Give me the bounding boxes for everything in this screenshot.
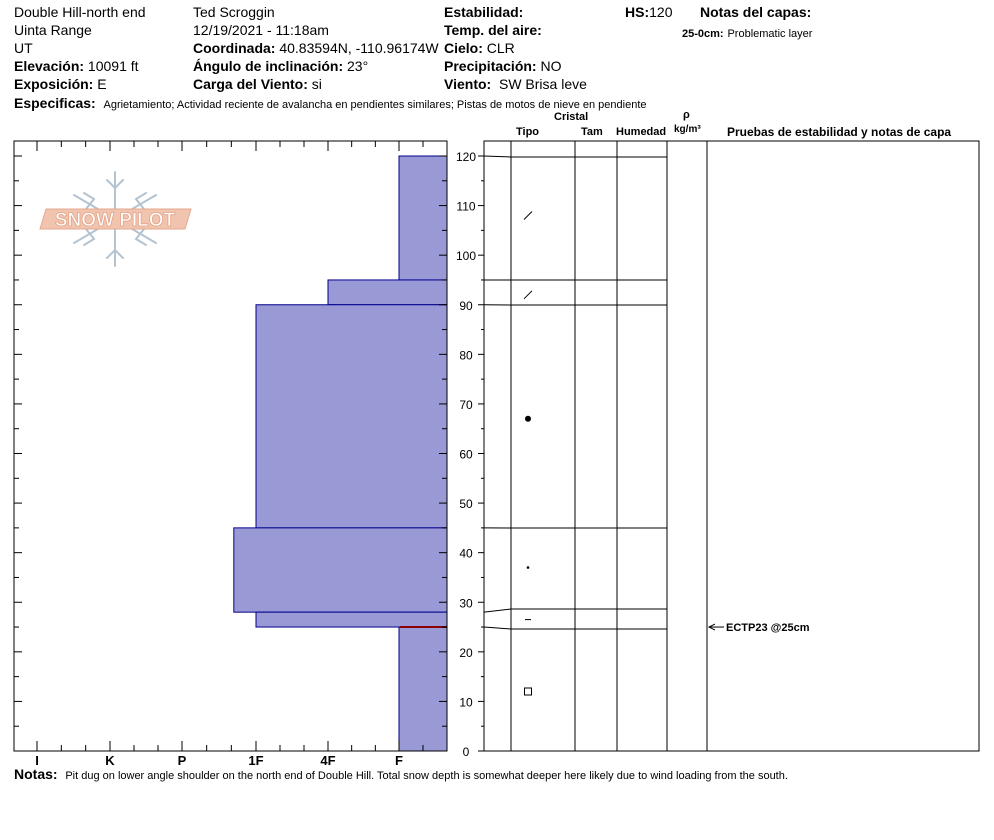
stability-label: Estabilidad: (444, 4, 524, 20)
depth-tick-label: 100 (455, 249, 477, 264)
column-stability-tests: Pruebas de estabilidad y notas de capa (727, 125, 952, 139)
depth-tick-label: 50 (459, 497, 473, 512)
depth-tick-label: 0 (462, 745, 470, 759)
state-name: UT (14, 40, 33, 56)
hardness-bar (328, 280, 447, 305)
crystal-symbols (524, 212, 532, 696)
hardness-tick-label: P (177, 753, 187, 768)
elevation-value: 10091 ft (87, 58, 139, 74)
hs-value: 120 (649, 4, 673, 20)
sky-label: Cielo: (444, 40, 483, 56)
crystal-symbol (525, 416, 531, 422)
notes-text: Pit dug on lower angle shoulder on the north end of Double Hill. Total snow depth is somewhat deeper here likely due to wind loading from the south. (65, 770, 788, 782)
wind-value: SW Brisa leve (498, 76, 587, 92)
hardness-bar (234, 528, 447, 612)
column-tipo: Tipo (516, 126, 540, 138)
stability-test-result: ECTP23 @25cm (726, 622, 810, 634)
stability-test-marker (709, 624, 724, 630)
wind-load-value: si (311, 76, 322, 92)
hardness-bars (234, 156, 447, 751)
hardness-bar (256, 305, 447, 528)
hs-label: HS: (625, 4, 650, 20)
aspect-label: Exposición: (14, 76, 94, 92)
hardness-tick-label: 4F (320, 753, 336, 768)
observation-datetime: 12/19/2021 - 11:18am (193, 22, 329, 38)
hardness-tick-label: 1F (248, 753, 264, 768)
depth-tick-label: 30 (459, 596, 473, 611)
hardness-bar (399, 627, 447, 751)
observer-name: Ted Scroggin (193, 4, 275, 20)
aspect-value: E (97, 76, 107, 92)
hardness-bar (399, 156, 447, 280)
specifics-label: Especificas: (14, 95, 96, 111)
layer-note-depth: 25-0cm: (682, 28, 724, 40)
depth-tick-label: 110 (456, 199, 476, 214)
sky-value: CLR (486, 40, 515, 56)
depth-tick-label: 60 (459, 447, 473, 462)
layer-boundary-connector (484, 156, 511, 157)
depth-tick-label: 70 (459, 397, 473, 412)
crystal-table-columns (511, 141, 707, 751)
crystal-symbol (524, 291, 532, 299)
layer-note-text: Problematic layer (727, 28, 813, 40)
logo-text: SNOW PILOT (54, 210, 176, 231)
depth-tick-label: 90 (459, 298, 473, 313)
column-cristal: Cristal (554, 111, 589, 123)
notes-label: Notas: (14, 766, 58, 782)
range-name: Uinta Range (14, 22, 92, 38)
specifics-value: Agrietamiento; Actividad reciente de avalancha en pendientes similares; Pistas de motos de nieve en pendiente (103, 99, 647, 111)
hardness-tick-label: I (35, 753, 39, 768)
hardness-bar (256, 612, 447, 627)
elevation-label: Elevación: (14, 58, 85, 74)
column-density-unit: kg/m³ (674, 124, 701, 135)
precip-value: NO (540, 58, 562, 74)
crystal-table-frame (484, 141, 979, 751)
layer-notes-title: Notas del capas: (700, 4, 812, 20)
depth-tick-label: 10 (459, 695, 473, 710)
depth-tick-label: 20 (459, 645, 473, 660)
crystal-symbol (527, 566, 530, 569)
slope-label: Ángulo de inclinación: (193, 58, 344, 74)
column-humedad: Humedad (616, 126, 667, 138)
location-name: Double Hill-north end (14, 4, 146, 20)
depth-tick-label: 120 (455, 150, 477, 164)
coordinate-value: 40.83594N, -110.96174W (279, 40, 439, 56)
column-rho: ρ (683, 109, 690, 121)
hardness-tick-label: K (105, 753, 115, 768)
depth-tick-label: 40 (459, 546, 473, 561)
depth-tick-label: 80 (459, 348, 473, 363)
wind-label: Viento: (444, 76, 492, 92)
notes-row (14, 766, 788, 783)
wind-load-label: Carga del Viento: (193, 76, 308, 92)
snow-pilot-logo (40, 172, 191, 266)
layer-boundary-connector (484, 627, 511, 629)
crystal-symbol (525, 688, 532, 695)
slope-value: 23° (347, 58, 369, 74)
column-tam: Tam (581, 126, 603, 138)
hardness-tick-label: F (395, 753, 403, 768)
layer-boundary-connector (484, 609, 511, 612)
crystal-symbol (524, 212, 532, 220)
precip-label: Precipitación: (444, 58, 537, 74)
coordinate-label: Coordinada: (193, 40, 276, 56)
air-temp-label: Temp. del aire: (444, 22, 542, 38)
